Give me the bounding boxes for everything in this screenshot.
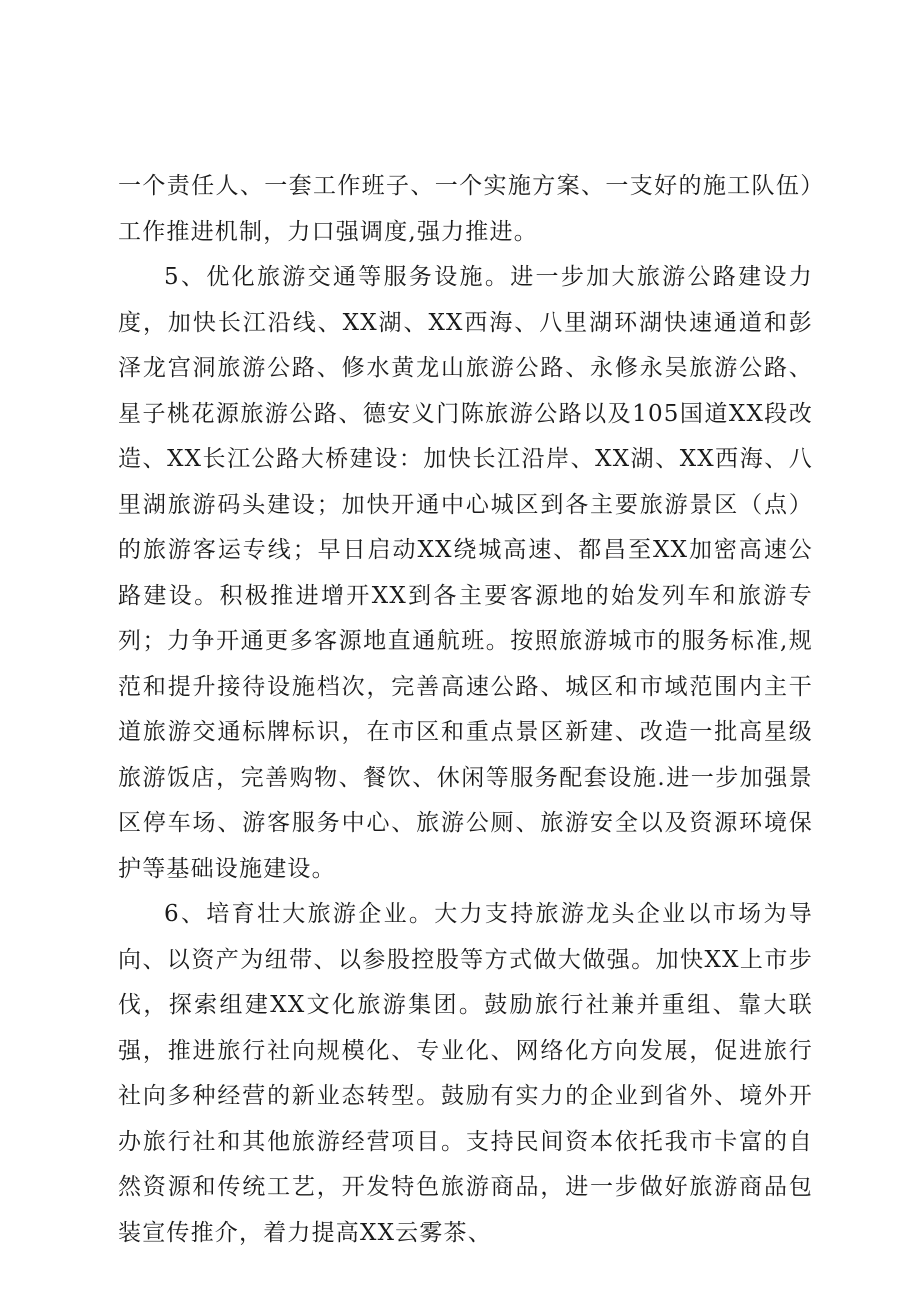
paragraph-continuation: 一个责任人、一套工作班子、一个实施方案、一支好的施工队伍）工作推进机制，力口强调度,强力推进。 <box>118 173 813 245</box>
paragraph-item-6: 6、培育壮大旅游企业。大力支持旅游龙头企业以市场为导向、以资产为纽带、以参股控股等方式做大做强。加快XX上市步伐，探索组建XX文化旅游集团。鼓励旅行社兼并重组、靠大联强，推进旅行社向规模化、专业化、网络化方向发展，促进旅行社向多种经营的新业态转型。鼓励有实力的企业到省外、境外开办旅行社和其他旅游经营项目。支持民间资本依托我市卡富的自然资源和传统工艺，开发特色旅游商品，进一步做好旅游商品包装宣传推介，着力提高XX云雾茶、 <box>118 901 813 1246</box>
paragraph-item-5: 5、优化旅游交通等服务设施。进一步加大旅游公路建设力度，加快长江沿线、XX湖、XX西海、八里湖环湖快速通道和彭泽龙宫洞旅游公路、修水黄龙山旅游公路、永修永吴旅游公路、星子桃花源旅游公路、德安义门陈旅游公路以及105国道XX段改造、XX长江公路大桥建设：加快长江沿岸、XX湖、XX西海、八里湖旅游码头建设；加快开通中心城区到各主要旅游景区（点）的旅游客运专线；早日启动XX绕城高速、都昌至XX加密高速公路建设。积极推进增开XX到各主要客源地的始发列车和旅游专列；力争开通更多客源地直通航班。按照旅游城市的服务标准,规范和提升接待设施档次，完善高速公路、城区和市域范围内主干道旅游交通标牌标识，在市区和重点景区新建、改造一批高星级旅游饭店，完善购物、餐饮、休闲等服务配套设施.进一步加强景区停车场、游客服务中心、旅游公厕、旅游安全以及资源环境保护等基础设施建设。 <box>118 264 813 882</box>
document-body <box>118 164 813 1256</box>
